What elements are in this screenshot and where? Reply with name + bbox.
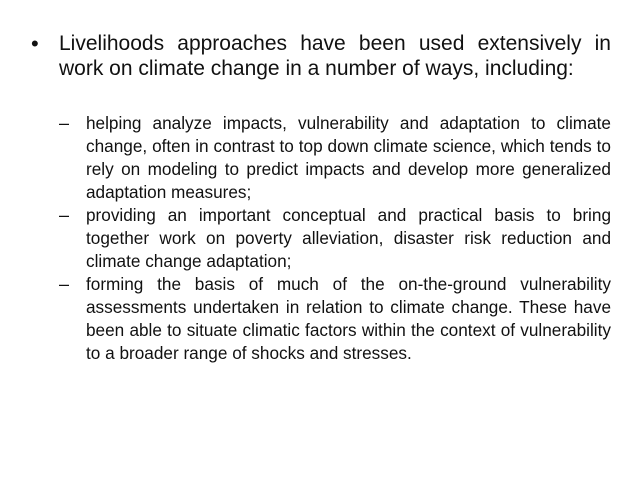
sub-bullet-item — [59, 112, 611, 204]
sub-bullet-marker: – — [59, 274, 70, 294]
main-bullet-item — [31, 31, 611, 81]
sub-bullet-item — [59, 204, 611, 273]
bullet-marker: • — [31, 31, 39, 56]
main-bullet-text: Livelihoods approaches have been used extensively in work on climate change in a number of ways, including: — [59, 32, 611, 80]
sub-bullet-text: providing an important conceptual and practical basis to bring together work on poverty alleviation, disaster risk reduction and climate change adaptation; — [86, 205, 611, 271]
sub-bullet-marker: – — [59, 205, 70, 225]
sub-bullet-item — [59, 273, 611, 365]
sub-bullet-text: forming the basis of much of the on-the-ground vulnerability assessments undertaken in relation to climate change. These have been able to situate climatic factors within the context of vulnerability to a broader range of shocks and stresses. — [86, 274, 611, 363]
sub-bullet-text: helping analyze impacts, vulnerability and adaptation to climate change, often in contrast to top down climate science, which tends to rely on modeling to predict impacts and develop more generalized adaptation measures; — [86, 113, 611, 202]
sub-bullet-marker: – — [59, 113, 70, 133]
sub-bullet-list — [59, 112, 611, 365]
